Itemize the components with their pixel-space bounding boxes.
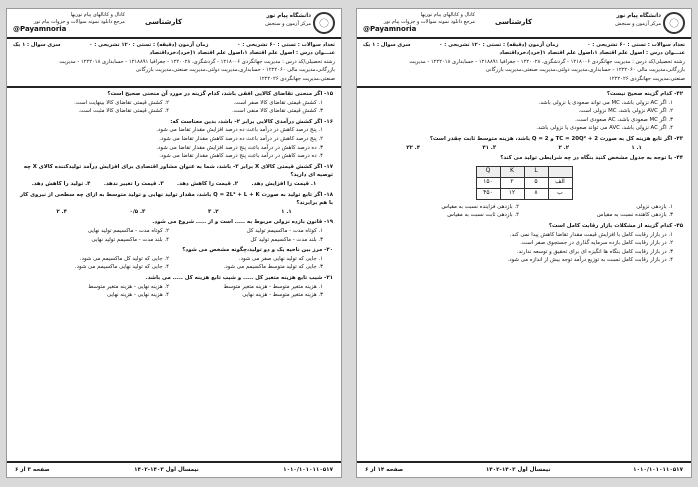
- option: ۲. هزینه نهایی - هزینه متغیر متوسط: [88, 283, 169, 290]
- option: ۱. ۱: [631, 144, 642, 151]
- info-row: [363, 41, 685, 49]
- option: ۲. کشش قیمتی تقاضای کالا بینهایت است.: [74, 99, 169, 106]
- option: ۱. هزینه متغیر متوسط - هزینه متغیر متوسط: [223, 283, 323, 290]
- question-text: ۱۷- اگر کشش قیمتی کالای X برابر ۳- باشد، شما به عنوان مشاور اقتصادی برای افزایش درآمد تولیدکننده کالای X چه توصیه ای دارید؟: [23, 163, 333, 179]
- question-item: [15, 90, 333, 116]
- question-item: [15, 163, 333, 189]
- options-row: [365, 144, 683, 153]
- university-logo-icon: [313, 12, 335, 34]
- question-44: [365, 154, 683, 220]
- option: ۱. ۱: [281, 208, 292, 215]
- page-header: [7, 9, 341, 39]
- table-header: Q: [476, 166, 500, 177]
- footer-code: ۱۰۱۰/۱۰۱۰۱۱۰۵۱۷: [633, 467, 683, 473]
- table-cell: ۴۵۰: [476, 188, 500, 199]
- option: ۲. جایی که تولید کل ماکسیمم می شود.: [79, 255, 169, 262]
- info-row: [13, 41, 335, 49]
- brand-line-2: مرجع دانلود نمونه سوالات و جزوات پیام نور: [383, 19, 475, 25]
- table-cell: ۱۵۰: [476, 177, 500, 188]
- exam-page-left: [6, 8, 342, 478]
- question-text: ۱۵- اگر منحنی تقاضای کالایی افقی باشد، کدام گزینه در مورد آن منحنی صحیح است؟: [107, 91, 333, 98]
- option: ۴. ده درصد کاهش در درآمد باعث پنج درصد کاهش مقدار تقاضا می شود.: [159, 153, 323, 160]
- field-line-1: رشته تحصیلی/کد درس : مدیریت جهانگردی ۱۲۱۸۰۰۶ - گردشگری، ۱۲۲۰۰۲۸ - جغرافیا ۱۲۱۸۸۹۱ - حسابداری ۱۲۲۲۰۱۸ - مدیریت: [409, 58, 685, 65]
- option: ۲. قیمت را کاهش دهد.: [177, 180, 239, 187]
- table-row: [476, 188, 572, 199]
- series: سری سوال : ۱ یک: [13, 42, 61, 48]
- option: ۳. ۰/۵: [129, 208, 146, 215]
- brand-box: [363, 12, 475, 33]
- degree-label: کارشناسی: [145, 18, 183, 26]
- question-text: ۱۶- اگر کشش درآمدی کالایی برابر ۲- باشد، بدین معناست که:: [170, 118, 333, 125]
- page-footer: [7, 461, 341, 477]
- question-text: ۲۰- مرز بین ناحیه یک و دو تولید،چگونه مشخص می شود؟: [182, 247, 333, 254]
- course-title: عنـــوان درس : اصول علم اقتصاد ۱،اصول علم اقتصاد ۱(خرد)،خرداقتصاد: [149, 50, 335, 57]
- question-text: ۱۹- قانون بازده نزولی مربوط به ..... است و از ..... شروع می شود.: [152, 219, 333, 226]
- production-table: [476, 166, 573, 200]
- option: ۲. ۳: [207, 208, 219, 215]
- brand-handle: @Payamnoria: [363, 25, 417, 33]
- options-grid: [15, 255, 333, 272]
- option: ۲. ۲: [558, 144, 569, 151]
- option: ۲. اگر AVC نزولی باشد، MC نزولی است.: [578, 108, 673, 115]
- option: ۱. بازدهی نزولی: [636, 203, 673, 210]
- exam-info: [7, 39, 341, 88]
- option: ۱. پنج درصد کاهش در درآمد باعث ده درصد افزایش مقدار تقاضا می شود.: [156, 127, 323, 134]
- brand-handle: @Payamnoria: [13, 25, 67, 33]
- option: ۳. ۴۱: [482, 144, 497, 151]
- option: ۳. جایی که تولید متوسط ماکسیمم می شود.: [223, 264, 323, 271]
- question-text: ۴۳- اگر تابع هزینه کل به صورت TC = 20Q² + 2 و Q = 2 باشد، هزینه متوسط ثابت چقدر است؟: [429, 136, 683, 142]
- option: ۳. بازدهی کاهنده نسبت به مقیاس: [596, 212, 673, 219]
- center-name: مرکز آزمون و سنجش: [615, 21, 661, 27]
- page-header: [357, 9, 691, 39]
- table-cell: ۸: [524, 188, 548, 199]
- exam-page-right: [356, 8, 692, 478]
- brand-box: [13, 12, 125, 33]
- options-row: [15, 180, 333, 189]
- question-text: ۴۲- کدام گزینه صحیح نیست؟: [606, 91, 683, 98]
- option: ۳. بلند مدت - ماکسیمم تولید کل: [250, 236, 323, 243]
- footer-page: صفحه ۳ از ۶: [15, 467, 50, 473]
- question-count: تعداد سوالات : تستی : ۶۰ تشریحی : ۰: [237, 42, 335, 48]
- option: ۳. قیمت را تغییر ندهد.: [103, 180, 164, 187]
- option: ۱. قیمت را افزایش دهد.: [251, 180, 317, 187]
- table-cell: ۱۲: [500, 188, 524, 199]
- footer-term: نیمسال اول ۱۴۰۳-۱۴۰۲: [134, 467, 199, 473]
- field-line-3: صنعتی،مدیریت جهانگردی ۱۲۲۲۰۲۶: [609, 75, 685, 82]
- question-42: [365, 90, 683, 133]
- option: ۳. هزینه متغیر متوسط - هزینه نهایی: [242, 292, 323, 299]
- options-grid: [15, 99, 333, 116]
- question-item: [15, 118, 333, 161]
- university-name: دانشگاه پیام نور: [616, 13, 661, 19]
- option: ۴. در بازار رقابت کامل نسبت به توزیع درآمد توجه بیش از اندازه می شود.: [507, 257, 673, 264]
- option: ۳. ده درصد کاهش در درآمد باعث پنج درصد افزایش مقدار تقاضا می شود.: [156, 144, 323, 151]
- table-header: [548, 166, 572, 177]
- table-cell: ب: [548, 188, 572, 199]
- option: ۴. بلند مدت - ماکسیمم تولید نهایی: [91, 236, 169, 243]
- option: ۴. بازدهی ثابت نسبت به مقیاس: [447, 212, 519, 219]
- option: ۱. جایی که تولید نهایی صفر می شود.: [238, 255, 323, 262]
- option: ۱. در بازار رقابت کامل با افزایش قیمت مقدار تقاضا کاهش پیدا نمی کند.: [509, 231, 673, 238]
- university-name: دانشگاه پیام نور: [266, 13, 311, 19]
- footer-page: صفحه ۱۴ از ۶: [365, 467, 404, 473]
- table-header: K: [500, 166, 524, 177]
- question-count: تعداد سوالات : تستی : ۶۰ تشریحی : ۰: [587, 42, 685, 48]
- option: ۳. اگر MC صعودی باشد، AC صعودی است.: [575, 116, 673, 123]
- question-item: [15, 191, 333, 217]
- table-header-row: [476, 166, 572, 177]
- question-item: [15, 218, 333, 244]
- option: ۴. ۲۲: [406, 144, 421, 151]
- exam-info: [357, 39, 691, 88]
- options-grid: [15, 283, 333, 300]
- question-item: [15, 246, 333, 272]
- university-logo-icon: [663, 12, 685, 34]
- option: ۴. ۲: [56, 208, 67, 215]
- question-list: [357, 88, 691, 269]
- brand-line-1: کانال و کانالهای پیام نوریها: [420, 12, 475, 18]
- options-grid: [15, 227, 333, 244]
- brand-line-1: کانال و کانالهای پیام نوریها: [70, 12, 125, 18]
- option: ۲. پنج درصد کاهش در درآمد باعث ده درصد کاهش مقدار تقاضا می شود.: [159, 136, 323, 142]
- option: ۴. جایی که تولید نهایی ماکسیمم می شود.: [74, 264, 169, 271]
- university-title: [265, 12, 311, 28]
- center-name: مرکز آزمون و سنجش: [265, 21, 311, 27]
- options-grid: [365, 203, 683, 220]
- degree-label: کارشناسی: [495, 18, 533, 26]
- footer-code: ۱۰۱۰/۱۰۱۰۱۱۰۵۱۷: [283, 467, 333, 473]
- field-line-2: بازرگانی،مدیریت مالی ۱۲۲۲۰۶۰ - حسابداری،مدیریت دولتی،مدیریت صنعتی،مدیریت بازرگانی: [135, 67, 335, 74]
- field-line-1: رشته تحصیلی/کد درس : مدیریت جهانگردی ۱۲۱۸۰۰۶ - گردشگری، ۱۲۲۰۰۲۸ - جغرافیا ۱۲۱۸۸۹۱ - حسابداری ۱۲۲۲۰۱۸ - مدیریت: [59, 58, 335, 65]
- option: ۴. اگر AC نزولی باشد، AVC می تواند صعودی یا نزولی باشد.: [536, 125, 673, 132]
- option: ۲. بازدهی فزاینده نسبت به مقیاس: [441, 203, 519, 210]
- option: ۱. اگر AC نزولی باشد، MC می تواند صعودی یا نزولی باشد.: [538, 99, 673, 106]
- question-45: [365, 222, 683, 265]
- question-list: [7, 88, 341, 304]
- option: ۴. کشش قیمتی تقاضای کالا مثبت است.: [78, 108, 169, 115]
- option: ۴. هزینه نهایی - هزینه نهایی: [106, 292, 169, 299]
- table-header: L: [524, 166, 548, 177]
- question-43: [365, 135, 683, 152]
- course-title: عنـــوان درس : اصول علم اقتصاد ۱،اصول علم اقتصاد ۱(خرد)،خرداقتصاد: [499, 50, 685, 57]
- footer-term: نیمسال اول ۱۴۰۳-۱۴۰۲: [485, 467, 551, 473]
- question-text: ۲۱- شیب تابع هزینه متغیر کل ..... و شیب تابع هزینه کل ..... می باشد.: [145, 274, 333, 281]
- table-row: [476, 177, 572, 188]
- brand-line-2: مرجع دانلود نمونه سوالات و جزوات پیام نور: [33, 19, 125, 25]
- option: ۱. کشش قیمتی تقاضای کالا صفر است.: [233, 99, 323, 106]
- options-row: [15, 208, 333, 217]
- question-text: ۴۴- با توجه به جدول مشخص کنید بنگاه در چه شرایطی تولید می کند؟: [500, 155, 683, 162]
- series: سری سوال : ۱ یک: [363, 42, 411, 48]
- university-title: [615, 12, 661, 28]
- option: ۱. کوتاه مدت - ماکسیمم تولید کل: [246, 227, 323, 234]
- field-line-3: صنعتی،مدیریت جهانگردی ۱۲۲۲۰۲۶: [259, 75, 335, 82]
- exam-time: زمان آزمون (دقیقه) : تستی : ۱۲۰ تشریحی : ۰: [89, 42, 209, 48]
- page-footer: [357, 461, 691, 477]
- option: ۲. کوتاه مدت - ماکسیمم تولید نهایی: [87, 227, 169, 234]
- option: ۲. در بازار رقابت کامل بازده سرمایه گذاری در جستجوی صفر است.: [520, 240, 673, 247]
- exam-time: زمان آزمون (دقیقه) : تستی : ۱۲۰ تشریحی : ۰: [439, 42, 559, 48]
- table-cell: ۵: [524, 177, 548, 188]
- option: ۳. کشش قیمتی تقاضای کالا منفی است.: [232, 108, 323, 115]
- option: ۳. در بازار رقابت کامل بنگاه ها انگیزه ای برای تحقیق و توسعه ندارند.: [516, 248, 673, 255]
- table-cell: ۲: [500, 177, 524, 188]
- option: ۴. تولید را کاهش دهد.: [31, 180, 91, 187]
- question-text: ۴۵- کدام گزینه از مشکلات بازار رقابت کامل است؟: [548, 222, 683, 229]
- question-text: ۱۸- اگر تابع تولید به صورت Q = 2L² + L + K باشد، مقدار تولید نهایی و تولید متوسط به ازای چه سطحی از نیروی کار با هم برابرند؟: [19, 191, 333, 207]
- question-item: [15, 274, 333, 300]
- field-line-2: بازرگانی،مدیریت مالی ۱۲۲۲۰۶۰ - حسابداری،مدیریت دولتی،مدیریت صنعتی،مدیریت بازرگانی: [485, 67, 685, 74]
- table-cell: الف: [548, 177, 572, 188]
